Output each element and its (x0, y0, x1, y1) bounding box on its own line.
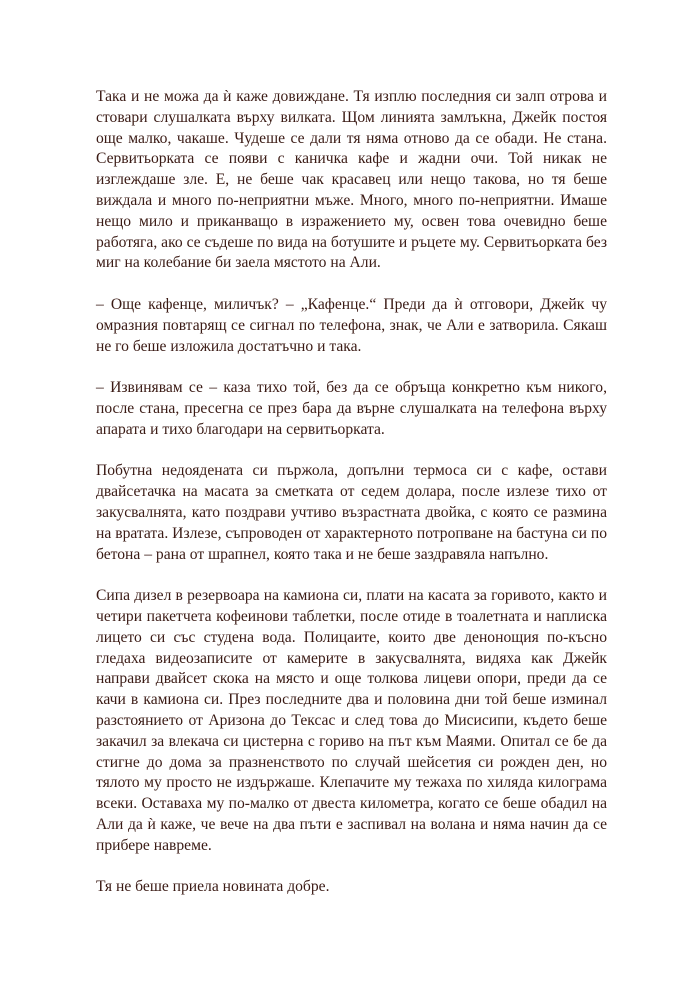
page-body (96, 87, 607, 898)
paragraph-4: Побутна недоядената си пържола, допълни термоса си с кафе, остави двайсетачка на масата за сметката от седем долара, после излезе тихо от закусвалнята, като поздрави учтиво възрастната двойка, с която се размина на вратата. Излезе, съпроводен от характерното потропване на бастуна си по бетона – рана от шрапнел, която така и не беше заздравяла напълно. (96, 462, 607, 563)
paragraph-2: – Още кафенце, миличък? – „Кафенце.“ Преди да ѝ отговори, Джейк чу омразния повтарящ се сигнал по телефона, знак, че Али е затворила. Сякаш не го беше изложила достатъчно и така. (96, 295, 607, 355)
paragraph-6: Тя не беше приела новината добре. (96, 878, 330, 896)
paragraph-5: Сипа дизел в резервоара на камиона си, плати на касата за горивото, както и четири пакетчета кофеинови таблетки, после отиде в тоалетната и наплиска лицето си със студена вода. Полицаите, които две денонощия по-късно гледаха видеозаписите от камерите в закусвалнята, видяха как Джейк направи двайсет скока на място и още толкова лицеви опори, преди да се качи в камиона си. През последните два и половина дни той беше изминал разстоянието от Аризона до Тексас и след това до Мисисипи, където беше закачил за влекача си цистерна с гориво на път към Маями. Опитал се бе да стигне до дома за празненството по случай шейсетия си рожден ден, но тялото му просто не издържаше. Клепачите му тежаха по хиляда килограма всеки. Оставаха му по-малко от двеста километра, когато се беше обадил на Али да ѝ каже, че вече на два пъти е заспивал на волана и няма начин да се прибере навреме. (96, 587, 607, 854)
paragraph-1: Така и не можа да ѝ каже довиждане. Тя изплю последния си залп отрова и стовари слушалката върху вилката. Щом линията замлъкна, Джейк постоя още малко, чакаше. Чудеше се дали тя няма отново да се обади. Не стана. Сервитьорката се появи с каничка кафе и жадни очи. Той никак не изглеждаше зле. Е, не беше чак красавец или нещо такова, но тя беше виждала и много по-неприятни мъже. Много, много по-неприятни. Имаше нещо мило и приканващо в изражението му, освен това очевидно беше работяга, ако се съдеше по вида на ботушите и ръцете му. Сервитьорката без миг на колебание би заела мястото на Али. (96, 88, 607, 272)
paragraph-3: – Извинявам се – каза тихо той, без да се обръща конкретно към никого, после стана, пресегна се през бара да върне слушалката на телефона върху апарата и тихо благодари на сервитьорката. (96, 379, 607, 438)
